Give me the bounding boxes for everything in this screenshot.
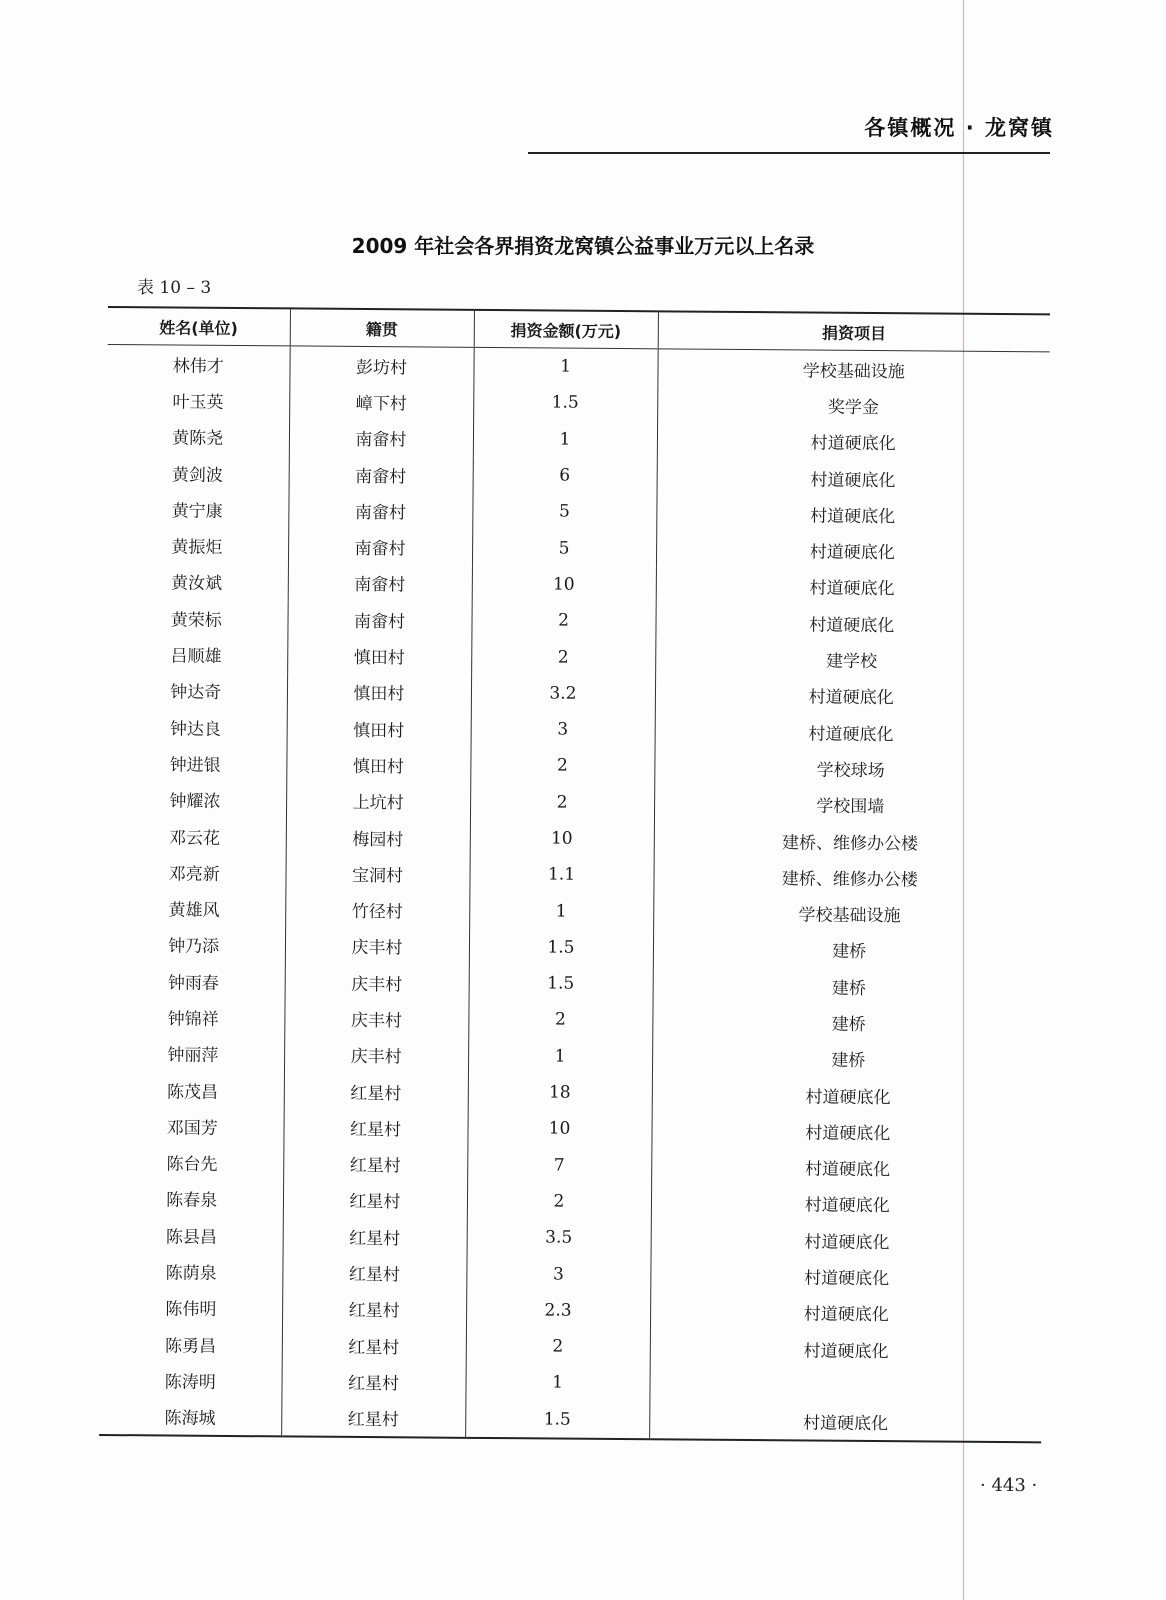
project-cell: 村道硬底化 <box>655 603 1047 642</box>
origin-cell: 南畲村 <box>289 455 473 493</box>
origin-cell: 慎田村 <box>287 637 471 675</box>
origin-cell: 彭坊村 <box>289 346 473 384</box>
project-cell: 村道硬底化 <box>657 458 1049 497</box>
project-cell: 建桥 <box>652 1003 1044 1042</box>
amount-cell: 1.5 <box>473 384 657 422</box>
origin-cell: 庆丰村 <box>285 963 469 1001</box>
running-header: 各镇概况 · 龙窝镇 <box>864 116 1054 140</box>
donor-name-cell: 钟达良 <box>169 719 222 740</box>
column-header-name: 姓名(单位) <box>108 307 290 346</box>
project-cell: 村道硬底化 <box>657 422 1049 461</box>
origin-cell: 嶂下村 <box>289 383 473 421</box>
origin-cell: 红星村 <box>282 1326 466 1364</box>
amount-cell: 2.3 <box>466 1292 650 1330</box>
project-cell: 奖学金 <box>657 386 1049 425</box>
project-cell: 村道硬底化 <box>651 1112 1043 1151</box>
table-row <box>99 1398 1041 1443</box>
project-cell: 建桥 <box>653 966 1045 1005</box>
origin-cell: 红星村 <box>282 1254 466 1292</box>
donor-name-cell: 叶玉英 <box>172 392 224 413</box>
project-cell: 村道硬底化 <box>656 567 1048 606</box>
donation-table-container <box>99 306 1050 1443</box>
donor-name-cell: 邓亮新 <box>168 864 220 885</box>
project-cell <box>649 1366 1041 1405</box>
donor-name-cell: 钟雨春 <box>167 973 220 994</box>
project-cell: 村道硬底化 <box>652 1075 1044 1114</box>
page-number: · 443 · <box>980 1475 1038 1496</box>
origin-cell: 红星村 <box>283 1145 467 1183</box>
origin-cell: 红星村 <box>283 1109 467 1147</box>
amount-cell: 3 <box>471 711 655 749</box>
donor-name-cell: 黄振炬 <box>171 537 223 559</box>
column-header-amount: 捐资金额(万元) <box>474 310 658 349</box>
amount-cell: 10 <box>472 566 656 604</box>
amount-cell: 2 <box>470 747 654 785</box>
project-cell: 村道硬底化 <box>650 1293 1042 1332</box>
donor-name-cell: 钟乃添 <box>168 936 220 958</box>
amount-cell: 3.2 <box>471 675 655 713</box>
project-cell: 村道硬底化 <box>651 1148 1043 1187</box>
amount-cell: 5 <box>472 529 656 567</box>
donor-name-cell: 黄剑波 <box>171 465 224 486</box>
table-number: 表 10 – 3 <box>137 278 212 298</box>
donor-name-cell: 钟耀浓 <box>169 791 221 813</box>
origin-cell: 慎田村 <box>287 709 471 747</box>
donor-name-cell: 陈茂昌 <box>166 1082 219 1103</box>
amount-cell: 2 <box>471 638 655 676</box>
amount-cell: 3.5 <box>467 1219 651 1257</box>
project-cell: 建桥 <box>653 930 1045 969</box>
project-cell: 学校基础设施 <box>657 349 1049 389</box>
amount-cell: 1 <box>473 420 657 458</box>
origin-cell: 庆丰村 <box>284 1036 468 1074</box>
project-cell: 村道硬底化 <box>655 676 1047 715</box>
origin-cell: 南畲村 <box>287 600 471 638</box>
project-cell: 村道硬底化 <box>651 1220 1043 1259</box>
amount-cell: 2 <box>470 783 654 821</box>
origin-cell: 宝洞村 <box>285 855 469 893</box>
origin-cell: 红星村 <box>281 1363 465 1401</box>
amount-cell: 2 <box>466 1328 650 1366</box>
donor-name-cell: 黄雄风 <box>168 900 220 921</box>
origin-cell: 庆丰村 <box>284 1000 468 1038</box>
project-cell: 建学校 <box>655 640 1047 679</box>
origin-cell: 红星村 <box>281 1399 465 1438</box>
donor-name-cell: 陈春泉 <box>166 1190 218 1212</box>
donor-name-cell: 钟达奇 <box>170 682 222 704</box>
amount-cell: 10 <box>467 1110 651 1148</box>
project-cell: 建桥、维修办公楼 <box>653 857 1045 896</box>
project-cell: 学校基础设施 <box>653 894 1045 933</box>
project-cell: 建桥、维修办公楼 <box>654 821 1046 860</box>
origin-cell: 南畲村 <box>288 492 472 530</box>
project-cell: 村道硬底化 <box>650 1257 1042 1296</box>
donor-name-cell: 黄荣标 <box>170 610 222 631</box>
donor-name-cell: 陈涛明 <box>164 1372 216 1393</box>
amount-cell: 1.5 <box>469 929 653 967</box>
amount-cell: 1 <box>469 892 653 930</box>
origin-cell: 慎田村 <box>287 673 471 711</box>
table-body <box>99 344 1050 1442</box>
origin-cell: 红星村 <box>282 1290 466 1328</box>
project-cell: 村道硬底化 <box>656 495 1048 534</box>
donor-name-cell: 陈荫泉 <box>165 1263 217 1284</box>
donor-name-cell: 陈伟明 <box>165 1299 217 1321</box>
project-cell: 村道硬底化 <box>655 712 1047 751</box>
origin-cell: 梅园村 <box>286 818 470 856</box>
amount-cell: 1 <box>468 1037 652 1075</box>
amount-cell: 10 <box>470 820 654 858</box>
origin-cell: 红星村 <box>283 1181 467 1219</box>
origin-cell: 红星村 <box>283 1218 467 1256</box>
project-cell: 学校围墙 <box>654 785 1046 824</box>
document-title: 2009 年社会各界捐资龙窝镇公益事业万元以上名录 <box>351 234 815 258</box>
donation-table <box>99 306 1050 1443</box>
project-cell: 村道硬底化 <box>651 1184 1043 1223</box>
origin-cell: 红星村 <box>284 1072 468 1110</box>
donor-name-cell: 林伟才 <box>172 356 224 377</box>
donor-name-cell: 陈勇昌 <box>165 1336 217 1357</box>
amount-cell: 1 <box>465 1364 649 1402</box>
amount-cell: 2 <box>468 1001 652 1039</box>
amount-cell: 18 <box>468 1074 652 1112</box>
amount-cell: 3 <box>466 1255 650 1293</box>
amount-cell: 7 <box>467 1146 651 1184</box>
amount-cell: 5 <box>472 493 656 531</box>
amount-cell: 2 <box>467 1183 651 1221</box>
project-cell: 建桥 <box>652 1039 1044 1078</box>
column-header-origin: 籍贯 <box>290 308 474 347</box>
donor-name-cell: 吕顺雄 <box>170 646 222 667</box>
project-cell: 村道硬底化 <box>656 531 1048 570</box>
donor-name-cell: 钟进银 <box>169 755 221 776</box>
donor-name-cell: 陈县昌 <box>165 1227 218 1248</box>
amount-cell: 1 <box>473 347 657 385</box>
amount-cell: 1.1 <box>469 856 653 894</box>
project-cell: 村道硬底化 <box>649 1402 1041 1442</box>
amount-cell: 1.5 <box>469 965 653 1003</box>
donor-name-cell: 邓国芳 <box>166 1118 218 1139</box>
origin-cell: 慎田村 <box>286 746 470 784</box>
origin-cell: 上坑村 <box>286 782 470 820</box>
donor-name-cell: 陈海城 <box>99 1398 281 1437</box>
amount-cell: 6 <box>473 457 657 495</box>
amount-cell: 2 <box>471 602 655 640</box>
origin-cell: 南畲村 <box>289 419 473 457</box>
project-cell: 村道硬底化 <box>650 1329 1042 1368</box>
origin-cell: 南畲村 <box>288 528 472 566</box>
donor-name-cell: 黄陈尧 <box>172 428 224 450</box>
project-cell: 学校球场 <box>654 749 1046 788</box>
donor-name-cell: 钟锦祥 <box>167 1009 219 1030</box>
origin-cell: 南畲村 <box>288 564 472 602</box>
donor-name-cell: 邓云花 <box>168 827 221 849</box>
origin-cell: 竹径村 <box>285 891 469 929</box>
donor-name-cell: 钟丽萍 <box>167 1045 219 1067</box>
column-header-project: 捐资项目 <box>658 311 1050 352</box>
amount-cell: 1.5 <box>465 1400 649 1439</box>
header-rule <box>528 152 1050 154</box>
donor-name-cell: 陈台先 <box>166 1154 218 1176</box>
donor-name-cell: 黄宁康 <box>171 501 223 522</box>
donor-name-cell: 黄汝斌 <box>170 573 223 595</box>
origin-cell: 庆丰村 <box>285 927 469 965</box>
